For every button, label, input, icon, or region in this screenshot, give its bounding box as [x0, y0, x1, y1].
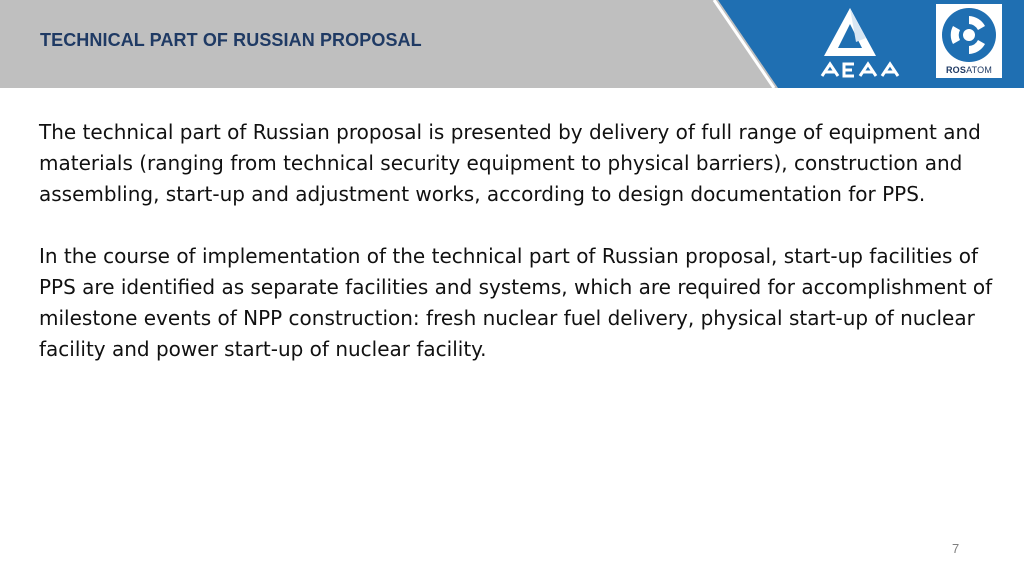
slide-header	[0, 0, 1024, 88]
rosatom-logo	[936, 4, 1002, 78]
rosatom-emblem-icon	[940, 6, 998, 64]
slide-body	[39, 117, 1004, 365]
paragraph: The technical part of Russian proposal is presented by delivery of full range of equipment and materials (ranging from technical security equipment to physical barriers), construction and assembling, start-up and adjustment works, according to design documentation for PPS.	[39, 120, 981, 206]
slide-title: TECHNICAL PART OF RUSSIAN PROPOSAL	[40, 30, 422, 50]
page-number: 7	[952, 541, 960, 556]
aeaa-logo	[816, 6, 908, 80]
rosatom-wordmark: ROSATOM	[945, 65, 993, 75]
paragraph: In the course of implementation of the technical part of Russian proposal, start-up facilities of PPS are identified as separate facilities and systems, which are required for accomplishment of milestone events of NPP construction: fresh nuclear fuel delivery, physical start-up of nuclear facility and power start-up of nuclear facility.	[39, 244, 993, 361]
